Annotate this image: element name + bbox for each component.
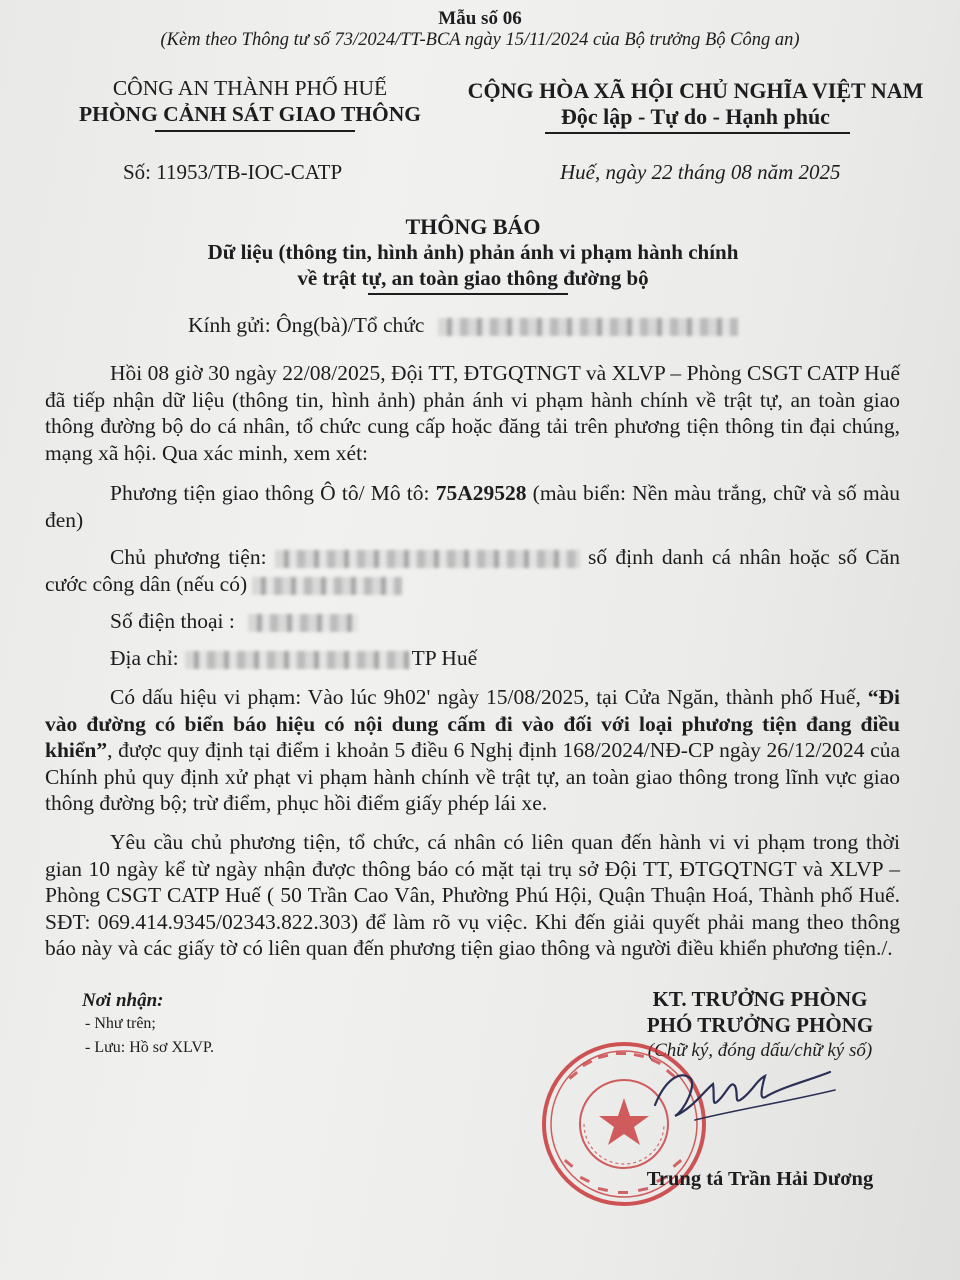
license-plate: 75A29528 xyxy=(435,481,527,505)
handwritten-signature xyxy=(635,1050,845,1140)
redacted-phone xyxy=(248,614,358,632)
motto-underline xyxy=(545,132,850,134)
recipients-item: - Như trên; xyxy=(85,1015,156,1032)
vehicle-paragraph xyxy=(45,480,900,533)
recipient-label: Kính gửi: Ông(bà)/Tổ chức xyxy=(188,313,425,337)
violation-prefix: Có dấu hiệu vi phạm: Vào lúc 9h02' ngày 15/08/2025, tại Cửa Ngăn, thành phố Huế, xyxy=(110,685,861,709)
document-title: THÔNG BÁO xyxy=(405,214,541,239)
violation-suffix: , được quy định tại điểm i khoản 5 điều 6 Nghị định 168/2024/NĐ-CP ngày 26/12/2024 của Chính phủ quy định xử phạt vi phạm hành chính về trật tự, an toàn giao thông trong lĩnh vực giao thông đường bộ; trừ điểm, phục hồi điểm giấy phép lái xe. xyxy=(45,738,900,815)
signature-title1: KT. TRƯỞNG PHÒNG xyxy=(652,987,868,1011)
address-suffix: TP Huế xyxy=(411,646,478,670)
address-line xyxy=(110,646,477,671)
issuer-line2: PHÒNG CẢNH SÁT GIAO THÔNG xyxy=(78,102,422,126)
plate-color-note: (màu biển: Nền màu trắng, chữ và số màu đen) xyxy=(45,481,901,532)
owner-id-text: số định danh cá nhân hoặc số Căn cước công dân (nếu có) xyxy=(45,545,900,596)
intro-paragraph: Hồi 08 giờ 30 ngày 22/08/2025, Đội TT, ĐTGQTNGT và XLVP – Phòng CSGT CATP Huế đã tiếp nhận dữ liệu (thông tin, hình ảnh) phản ánh vi phạm hành chính về trật tự, an toàn giao thông đường bộ do cá nhân, tổ chức cung cấp hoặc đăng tải trên phương tiện thông tin đại chúng, mạng xã hội. Qua xác minh, xem xét: xyxy=(45,361,900,465)
form-number: Mẫu số 06 xyxy=(438,8,522,29)
phone-label: Số điện thoại : xyxy=(110,609,235,633)
violation-description: “Đi vào đường có biển báo hiệu có nội dung cấm đi vào đối với loại phương tiện đang điều khiển” xyxy=(45,685,901,762)
owner-label: Chủ phương tiện: xyxy=(110,545,267,569)
issuer-line1: CÔNG AN THÀNH PHỐ HUẾ xyxy=(112,76,388,100)
vehicle-label: Phương tiện giao thông Ô tô/ Mô tô: xyxy=(110,481,430,505)
nation-motto: Độc lập - Tự do - Hạnh phúc xyxy=(561,104,830,129)
violation-paragraph xyxy=(45,684,900,817)
title-subline1: Dữ liệu (thông tin, hình ảnh) phản ánh vi phạm hành chính xyxy=(207,240,739,264)
signature-title2: PHÓ TRƯỞNG PHÒNG xyxy=(646,1013,874,1037)
title-subline2: về trật tự, an toàn giao thông đường bộ xyxy=(297,266,649,290)
issuer-underline xyxy=(155,130,355,132)
recipients-title: Nơi nhận: xyxy=(82,990,164,1011)
redacted-owner xyxy=(275,550,580,568)
owner-paragraph xyxy=(45,544,900,597)
nation-line1: CỘNG HÒA XÃ HỘI CHỦ NGHĨA VIỆT NAM xyxy=(467,78,924,103)
address-label: Địa chỉ: xyxy=(110,646,179,670)
request-paragraph: Yêu cầu chủ phương tiện, tổ chức, cá nhân có liên quan đến hành vi vi phạm trong thời gian 10 ngày kể từ ngày nhận được thông báo có mặt tại trụ sở Đội TT, ĐTGQTNGT và XLVP – Phòng CSGT CATP Huế ( 50 Trần Cao Vân, Phường Phú Hội, Quận Thuận Hoá, Thành phố Huế. SĐT: 069.414.9345/02343.822.303) để làm rõ vụ việc. Khi đến giải quyết phải mang theo thông báo này và các giấy tờ có liên quan đến phương tiện giao thông và người điều khiển phương tiện./. xyxy=(45,830,900,960)
signer-name: Trung tá Trần Hải Dương xyxy=(646,1168,874,1190)
recipients-item: - Lưu: Hồ sơ XLVP. xyxy=(85,1039,214,1056)
recipient-line xyxy=(188,313,738,338)
phone-line xyxy=(110,609,358,634)
title-underline xyxy=(368,293,568,295)
form-attachment: (Kèm theo Thông tư số 73/2024/TT-BCA ngày 15/11/2024 của Bộ trưởng Bộ Công an) xyxy=(160,30,800,50)
redacted-address xyxy=(185,651,410,669)
redacted-id xyxy=(252,577,402,595)
redacted-recipient xyxy=(438,318,738,336)
signature-note: (Chữ ký, đóng dấu/chữ ký số) xyxy=(647,1040,873,1061)
document-number: Số: 11953/TB-IOC-CATP xyxy=(123,160,343,184)
document-date: Huế, ngày 22 tháng 08 năm 2025 xyxy=(560,160,841,184)
